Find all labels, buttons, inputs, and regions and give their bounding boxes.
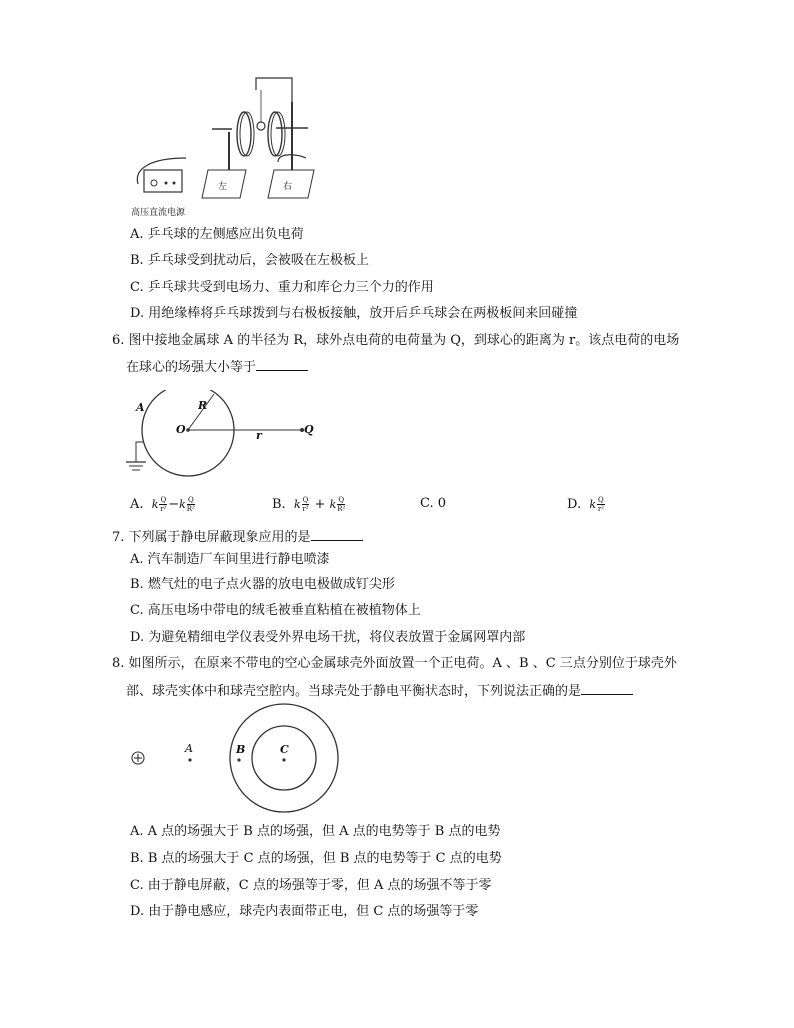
- q6-label-r: r: [256, 429, 262, 442]
- q6-answer-blank: [256, 358, 308, 371]
- figure-parallel-plates: [128, 62, 348, 222]
- q6-label-R: R: [198, 399, 208, 412]
- q7-option-a: A. 汽车制造厂车间里进行静电喷漆: [130, 552, 330, 567]
- q7-stem: 7. 下列属于静电屏蔽现象应用的是: [112, 528, 363, 546]
- q5-option-c: C. 乒乓球共受到电场力、重力和库仑力三个力的作用: [130, 280, 434, 295]
- q6-option-a: A. k $\frac{Q}{\text{r²}}$ −k $\frac{Q}{\text{R²}}$: [130, 496, 195, 513]
- q5-option-b: B. 乒乓球受到扰动后，会被吸在左极板上: [130, 253, 369, 268]
- q8-stem-line2: 部、球壳实体中和球壳空腔内。当球壳处于静电平衡状态时，下列说法正确的是: [126, 682, 633, 700]
- q6-stem-line2: 在球心的场强大小等于: [126, 358, 308, 376]
- q6-label-A: A: [136, 401, 145, 414]
- figure-metal-shell: [124, 702, 394, 814]
- q7-answer-blank: [311, 528, 363, 541]
- q8-option-b: B. B 点的场强大于 C 点的场强，但 B 点的电势等于 C 点的电势: [130, 851, 502, 866]
- q7-option-b: B. 燃气灶的电子点火器的放电电极做成钉尖形: [130, 577, 395, 592]
- q6-label-Q: Q: [304, 423, 314, 436]
- q6-stem-line1: 6. 图中接地金属球 A 的半径为 R，球外点电荷的电荷量为 Q，到球心的距离为 r。该点电荷的电场: [112, 333, 680, 348]
- q6-label-O: O: [176, 423, 186, 436]
- q7-option-d: D. 为避免精细电学仪表受外界电场干扰，将仪表放置于金属网罩内部: [130, 630, 526, 645]
- q6-option-d: D. k $\frac{Q}{\text{r²}}$: [567, 496, 604, 513]
- q8-option-c: C. 由于静电屏蔽，C 点的场强等于零，但 A 点的场强不等于零: [130, 878, 492, 893]
- q8-answer-blank: [581, 682, 633, 695]
- power-caption: 高压直流电源: [131, 208, 186, 218]
- q6-option-c: C. 0: [420, 496, 447, 511]
- q8-label-B: B: [236, 743, 246, 756]
- q8-label-A: A: [185, 742, 193, 755]
- q8-option-d: D. 由于静电感应，球壳内表面带正电，但 C 点的场强等于零: [130, 904, 479, 919]
- q8-stem-line1: 8. 如图所示，在原来不带电的空心金属球壳外面放置一个正电荷。A 、B 、C 三点分别位于球壳外: [112, 656, 677, 671]
- label-left-plate: 左: [218, 182, 228, 192]
- q5-option-d: D. 用绝缘棒将乒乓球拨到与右极板接触，放开后乒乓球会在两极板间来回碰撞: [130, 306, 578, 321]
- figure-grounded-sphere: [118, 390, 328, 478]
- q8-option-a: A. A 点的场强大于 B 点的场强，但 A 点的电势等于 B 点的电势: [130, 824, 501, 839]
- label-right-plate: 右: [283, 182, 293, 192]
- q5-option-a: A. 乒乓球的左侧感应出负电荷: [130, 227, 304, 242]
- q8-label-C: C: [280, 743, 289, 756]
- q6-option-b: B. k $\frac{Q}{\text{r²}}$ + k $\frac{Q}{\text{R²}}$: [272, 496, 346, 513]
- q7-option-c: C. 高压电场中带电的绒毛被垂直粘植在被植物体上: [130, 603, 421, 618]
